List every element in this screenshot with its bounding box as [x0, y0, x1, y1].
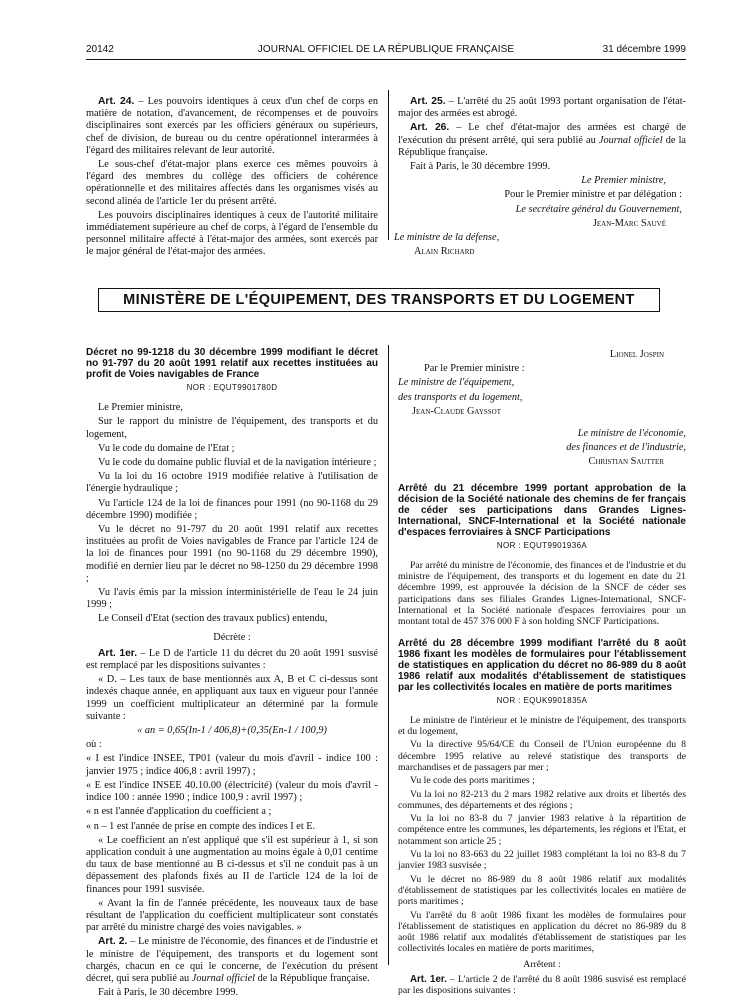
minister-economy-title: Le ministre de l'économie, [577, 428, 686, 440]
decree-definition: « n est l'année d'application du coefficient a ; [86, 806, 272, 818]
arrete-2-arretent: Arrêtent : [523, 958, 561, 970]
decree-done-at-paris: Fait à Paris, le 30 décembre 1999. [98, 987, 239, 999]
decree-ou: où : [86, 739, 102, 751]
journal-title: JOURNAL OFFICIEL DE LA RÉPUBLIQUE FRANÇAISE [257, 44, 515, 55]
decree-definition: « I est l'indice INSEE, TP01 (valeur du mois d'avril - indice 100 : janvier 1975 ; indice 406,8 : avril 1997) ; [86, 753, 378, 777]
arrete-2-article-1: Art. 1er. – L'article 2 de l'arrêté du 8 août 1986 susvisé est remplacé par les dispositions suivantes : [398, 974, 686, 997]
article-24-paragraph-2: Le sous-chef d'état-major plans exerce ces mêmes pouvoirs à l'égard des membres du collège des officiers de cohérence opérationnelle et des militaires affectés dans les organismes visés au second alinéa de l'article 1er du présent arrêté. [86, 159, 378, 207]
arrete-1-nor: NOR : EQUT9901936A [496, 540, 588, 550]
minister-equipment-title-2: des transports et du logement, [398, 391, 523, 403]
decree-paragraph: Sur le rapport du ministre de l'équipement, des transports et du logement, [86, 416, 378, 440]
arrete-2-paragraph: Vu le décret no 86-989 du 8 août 1986 relatif aux modalités d'établissement de statistiques par les collectivités locales en matière de ports maritimes ; [398, 873, 686, 908]
decree-avant-paragraph: « Avant la fin de l'année précédente, les nouveaux taux de base résultant de l'application du coefficient multiplicateur sont constatés par arrêté du ministre chargé des voies navigables. » [86, 897, 378, 934]
signature-secretary-title: Le secrétaire général du Gouvernement, [515, 203, 682, 215]
column-divider-bottom [388, 345, 389, 965]
decree-paragraph: Vu la loi du 16 octobre 1919 modifiée relative à l'utilisation de l'énergie hydraulique ; [86, 471, 378, 495]
decree-formula: « an = 0,65(In-1 / 406,8)+(0,35(En-1 / 100,9) [137, 725, 327, 737]
decree-article-2: Art. 2. – Le ministre de l'économie, des finances et de l'industrie et le ministre de l'équipement, des transports et du logement sont chargés, chacun en ce qui le concerne, de l'exécution du présent décret, qui sera publié au Journal officiel de la République française. [86, 936, 379, 984]
arretes-column [398, 349, 686, 999]
arrete-2-paragraph: Le ministre de l'intérieur et le ministre de l'équipement, des transports et du logement, [398, 714, 686, 738]
minister-economy-title-2: des finances et de l'industrie, [566, 442, 686, 454]
signature-sautter: Christian Sautter [588, 456, 664, 468]
article-26: Art. 26. – Le chef d'état-major des armées est chargé de l'exécution du présent arrêté, qui sera publié au Journal officiel de la République française. [398, 122, 686, 158]
decree-paragraph: Le Premier ministre, [98, 402, 183, 414]
issue-date: 31 décembre 1999 [602, 44, 686, 55]
arrete-2-paragraph: Vu la loi no 83-663 du 22 juillet 1983 complétant la loi no 83-8 du 7 janvier 1983 susvisée ; [398, 849, 686, 872]
arrete-2-paragraph: Vu la directive 95/64/CE du Conseil de l'Union européenne du 8 décembre 1995 relative au relevé statistique des transports de marchandises et de passagers par mer ; [398, 739, 686, 773]
arrete-2-paragraph: Vu la loi no 82-213 du 2 mars 1982 relative aux droits et libertés des communes, des départements et des régions ; [398, 788, 686, 811]
signature-delegation: Pour le Premier ministre et par délégation : [504, 189, 682, 201]
article-24-paragraph-3: Les pouvoirs disciplinaires identiques à ceux de l'autorité militaire immédiatement supérieure au chef de corps, à l'égard de l'ensemble du personnel militaire affecté à l'état-major des armées, sont exercés par le major général de l'état-major des armées. [86, 209, 378, 258]
decree-title: Décret no 99-1218 du 30 décembre 1999 modifiant le décret no 91-797 du 20 août 1991 relatif aux recettes instituées au profit de Voies navigables de France [86, 347, 378, 380]
signature-sauve: Jean-Marc Sauvé [592, 217, 666, 229]
decree-definition: « E est l'indice INSEE 40.10.00 (électricité) (valeur du mois d'avril - indice 100 : année 1990 ; indice 100,9 : avril 1997) ; [86, 779, 378, 804]
arrete-2-paragraph: Vu l'arrêté du 8 août 1986 fixant les modèles de formulaires pour l'établissement de statistiques en application du décret no 86-989 du 8 août 1986 relatif aux modalités d'établissement de statistiques par les collectivités locales en matière de ports maritimes, [398, 909, 686, 955]
article-24: Art. 24. – Les pouvoirs identiques à ceux d'un chef de corps en matière de notation, d'avancement, de récompenses et de pouvoirs disciplinaires sont exercés par les officiers généraux ou supérieurs, chef de division, de bureau ou du centre opérationnel interarmées à l'égard des militaires relevant de leur autorité. [86, 96, 378, 156]
arrete-2-nor: NOR : EQUK9901835A [496, 695, 588, 705]
par-le-premier-ministre: Par le Premier ministre : [424, 363, 525, 375]
decree-paragraph: Vu l'avis émis par la mission interministérielle de l'eau le 24 juin 1999 ; [86, 587, 378, 611]
decree-decrete: Décrète : [213, 631, 251, 643]
decree-coefficient-paragraph: « Le coefficient an n'est appliqué que s'il est supérieur à 1, si son application conduit à une augmentation au moins égale à 0,01 centime du taux de base mentionné au B ci-dessus et s'il ne conduit pas à un dépassement des plafonds fixés au II de l'article 124 de la loi de finances pour 1991 susvisée. [86, 834, 378, 895]
signature-gayssot: Jean-Claude Gayssot [412, 405, 502, 417]
header-rule [86, 59, 686, 60]
arrete-2-paragraph: Vu le code des ports maritimes ; [410, 775, 535, 787]
decree-paragraph: Vu le code du domaine public fluvial et de la navigation intérieure ; [98, 457, 377, 469]
done-at-paris: Fait à Paris, le 30 décembre 1999. [410, 161, 551, 173]
signature-defense-title: Le ministre de la défense, [394, 232, 500, 244]
arrete-2-paragraph: Vu la loi no 83-8 du 7 janvier 1983 relative à la répartition de compétence entre les communes, les départements, les régions et l'Etat, et notamment son article 25 ; [398, 813, 686, 847]
decree-paragraph: Vu l'article 124 de la loi de finances pour 1991 (no 90-1168 du 29 décembre 1990) modifiée ; [86, 497, 378, 521]
page-header [86, 44, 686, 58]
decree-article-1: Art. 1er. – Le D de l'article 11 du décret du 20 août 1991 susvisé est remplacé par les dispositions suivantes : [86, 647, 378, 672]
arrete-1-text: Par arrêté du ministre de l'économie, des finances et de l'industrie et du ministre de l'équipement, des transports et du logement en date du 21 décembre 1999, est approuvée la décision de la SNCF de céder ses participations dans ses filiales Grandes Lignes-International, SNCF-International et la Société nationale d'espaces ferroviaires pour un montant total de 457 376 000 F à son holding SNCF Participations. [398, 559, 686, 628]
minister-equipment-title: Le ministre de l'équipement, [398, 377, 515, 389]
top-right-column [394, 96, 686, 260]
column-divider-top [388, 90, 389, 240]
arrete-2-title: Arrêté du 28 décembre 1999 modifiant l'arrêté du 8 août 1986 fixant les modèles de formulaires pour l'établissement de statistiques en application du décret no 86-989 du 8 août 1986 relatif aux modalités d'établissement de statistiques par les collectivités locales en matière de ports maritimes [398, 637, 686, 693]
decree-paragraph: Vu le code du domaine de l'Etat ; [98, 442, 235, 454]
decree-nor: NOR : EQUT9901780D [186, 383, 278, 392]
top-left-column [86, 96, 378, 261]
signature-pm-title: Le Premier ministre, [581, 175, 666, 187]
signature-jospin: Lionel Jospin [609, 349, 664, 360]
decree-definition: « n – 1 est l'année de prise en compte des indices I et E. [86, 820, 316, 832]
ministry-banner: MINISTÈRE DE L'ÉQUIPEMENT, DES TRANSPORTS ET DU LOGEMENT [98, 288, 660, 312]
arrete-2-body [398, 715, 686, 997]
arrete-1-title: Arrêté du 21 décembre 1999 portant approbation de la décision de la Société nationale des chemins de fer français de céder ses participations dans Grandes Lignes-International, SNCF-International et la Société nationale d'espaces ferroviaires à SNCF Participations [398, 482, 686, 538]
article-25: Art. 25. – L'arrêté du 25 août 1993 portant organisation de l'état-major des armées est abrogé. [398, 96, 686, 120]
decree-column [86, 347, 378, 1001]
signature-richard: Alain Richard [414, 246, 475, 258]
page-number: 20142 [86, 44, 114, 55]
decree-paragraph-d: « D. – Les taux de base mentionnés aux A, B et C ci-dessus sont indexés chaque année, en appliquant aux taux en vigueur pour l'année 1999 un coefficient multiplicateur an déterminé par la formule suivante : [86, 674, 378, 722]
decree-paragraph: Vu le décret no 91-797 du 20 août 1991 relatif aux recettes instituées au profit de Voies navigables de France par l'article 124 de la loi de finances pour 1991 (no 90-1168 du 29 décembre 1990), modifié en dernier lieu par le décret no 98-1250 du 29 décembre 1998 ; [86, 524, 378, 584]
decree-paragraph: Le Conseil d'Etat (section des travaux publics) entendu, [98, 613, 328, 625]
